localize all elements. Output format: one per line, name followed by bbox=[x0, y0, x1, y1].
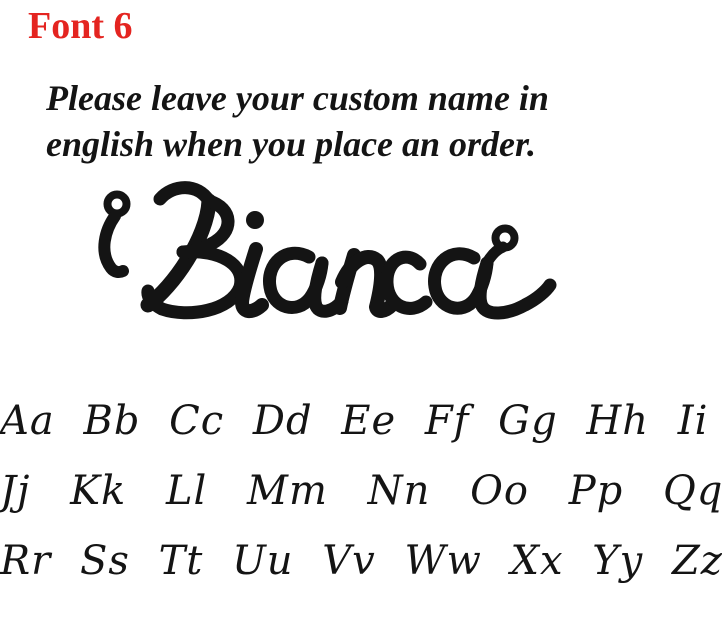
font-number-label: Font 6 bbox=[28, 5, 133, 47]
order-instruction bbox=[46, 75, 549, 167]
glyph-a2-tail bbox=[480, 263, 550, 313]
order-instruction-line-1: Please leave your custom name in bbox=[46, 78, 549, 118]
order-instruction-line-2: english when you place an order. bbox=[46, 124, 537, 164]
glyph-c bbox=[387, 257, 426, 308]
pendant-entry-swash bbox=[104, 216, 123, 272]
alphabet-row-1: Aa Bb Cc Dd Ee Ff Gg Hh Ii bbox=[0, 398, 709, 444]
pendant-name-text bbox=[60, 345, 61, 346]
glyph-i-stem bbox=[242, 249, 262, 311]
alphabet-row-3: Rr Ss Tt Uu Vv Ww Xx Yy Zz bbox=[0, 538, 723, 584]
glyph-B-top-curl bbox=[160, 188, 209, 201]
name-pendant-preview bbox=[60, 175, 560, 345]
right-jump-ring-icon bbox=[496, 229, 515, 248]
glyph-i-dot bbox=[246, 211, 264, 229]
pendant-necklace-graphic bbox=[60, 175, 560, 345]
alphabet-row-2: Jj Kk Ll Mm Nn Oo Pp Qq bbox=[0, 468, 723, 514]
